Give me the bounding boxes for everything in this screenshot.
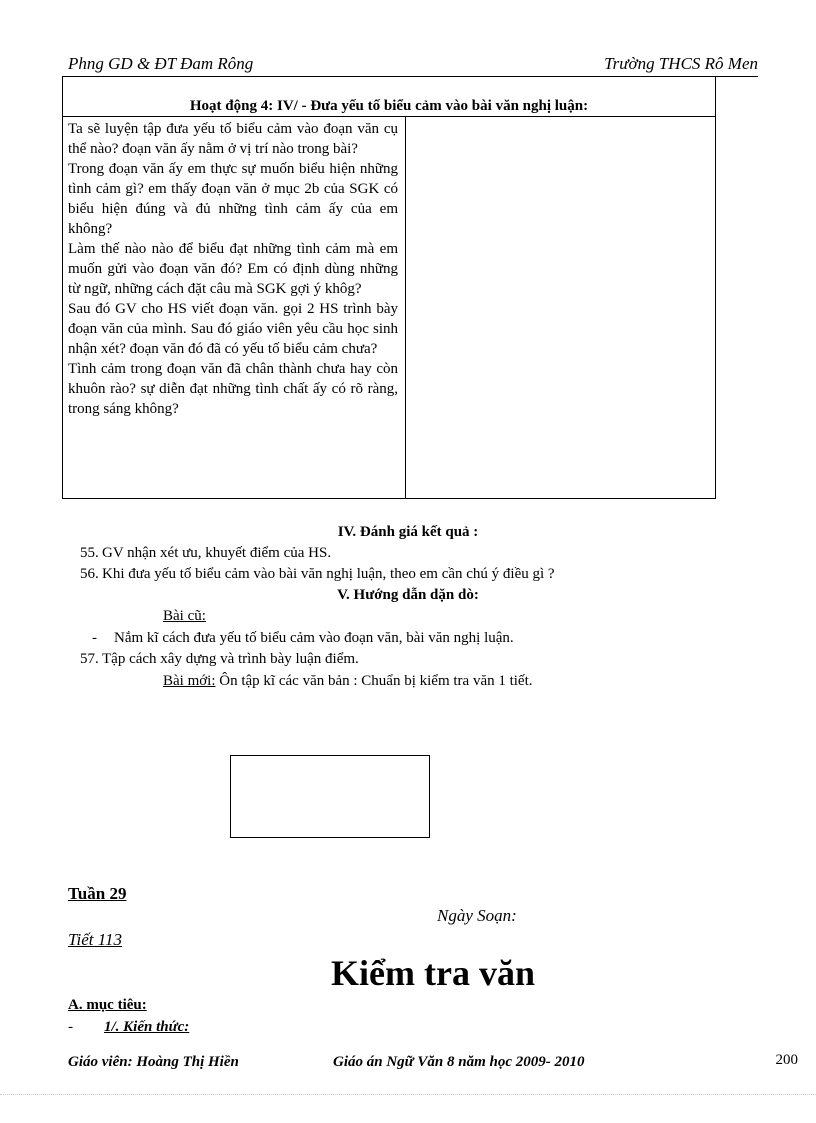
item-number: 55. (80, 545, 99, 561)
new-lesson-label: Bài mới: (163, 673, 216, 689)
guidance-item-57 (80, 651, 359, 668)
old-lesson-item (92, 630, 514, 647)
guidance-title: V. Hướng dẫn dặn dò: (337, 587, 479, 603)
table-column-divider (405, 117, 406, 498)
footer-teacher: Giáo viên: Hoàng Thị Hiền (68, 1054, 239, 1070)
empty-frame (230, 755, 430, 838)
table-title: Hoạt động 4: IV/ - Đưa yếu tố biểu cảm vào bài văn nghị luận: (63, 77, 715, 117)
table-paragraph: Làm thế nào nào để biểu đạt những tình cảm mà em muốn gửi vào đoạn văn đó? Em có định dùng những từ ngữ, những cách đặt câu mà SGK gợi ý khôg? (68, 241, 398, 297)
page-number: 200 (775, 1052, 798, 1068)
bullet-dash: - (92, 630, 97, 646)
item-number: 57. (80, 651, 99, 667)
new-lesson-text: Ôn tập kĩ các văn bản : Chuẩn bị kiểm tra văn 1 tiết. (215, 673, 533, 689)
page-bottom-rule (0, 1094, 816, 1095)
new-lesson-line (163, 673, 533, 690)
knowledge-label: 1/. Kiến thức: (104, 1019, 190, 1035)
header-school-name: Trường THCS Rô Men (604, 54, 758, 73)
item-text: Tập cách xây dựng và trình bày luận điểm. (102, 651, 359, 667)
objectives-heading: A. mục tiêu: (68, 997, 147, 1013)
header-school-department: Phng GD & ĐT Đam Rông (68, 54, 254, 73)
bullet-dash: - (68, 1019, 73, 1035)
evaluation-title: IV. Đánh giá kết quả : (337, 524, 479, 540)
knowledge-subheading (68, 1019, 189, 1036)
table-paragraph: Trong đoạn văn ấy em thực sự muốn biểu hiện những tình cảm gì? em thấy đoạn văn ở mục 2b của SGK có biểu hiện đúng và đủ những tình cảm ấy của em không? (68, 161, 398, 237)
table-paragraph: Sau đó GV cho HS viết đoạn văn. gọi 2 HS trình bày đoạn văn của mình. Sau đó giáo viên yêu cầu học sinh nhận xét? đoạn văn đó đã có yếu tố biểu cảm chưa? (68, 301, 398, 357)
item-text: Khi đưa yếu tố biểu cảm vào bài văn nghị luận, theo em cần chú ý điều gì ? (102, 566, 555, 582)
footer-lesson-plan: Giáo án Ngữ Văn 8 năm học 2009- 2010 (333, 1054, 585, 1070)
date-label: Ngày Soạn: (437, 906, 517, 925)
evaluation-item-55 (80, 545, 331, 562)
week-label: Tuần 29 (68, 884, 127, 903)
lesson-title: Kiểm tra văn (331, 953, 535, 993)
item-text: GV nhận xét ưu, khuyết điểm của HS. (102, 545, 332, 561)
activity-table (62, 77, 716, 499)
item-number: 56. (80, 566, 99, 582)
item-text: Nắm kĩ cách đưa yếu tố biểu cảm vào đoạn văn, bài văn nghị luận. (114, 630, 514, 646)
evaluation-item-56 (80, 566, 555, 583)
table-left-cell (68, 119, 398, 419)
table-paragraph: Ta sẽ luyện tập đưa yếu tố biểu cảm vào đoạn văn cụ thể nào? đoạn văn ấy nằm ở vị trí nào trong bài? (68, 121, 398, 157)
table-paragraph: Tình cảm trong đoạn văn đã chân thành chưa hay còn khuôn rào? sự diễn đạt những tình chất ấy có rõ ràng, trong sáng không? (68, 361, 398, 417)
period-label: Tiết 113 (68, 930, 122, 949)
old-lesson-label: Bài cũ: (163, 608, 206, 624)
